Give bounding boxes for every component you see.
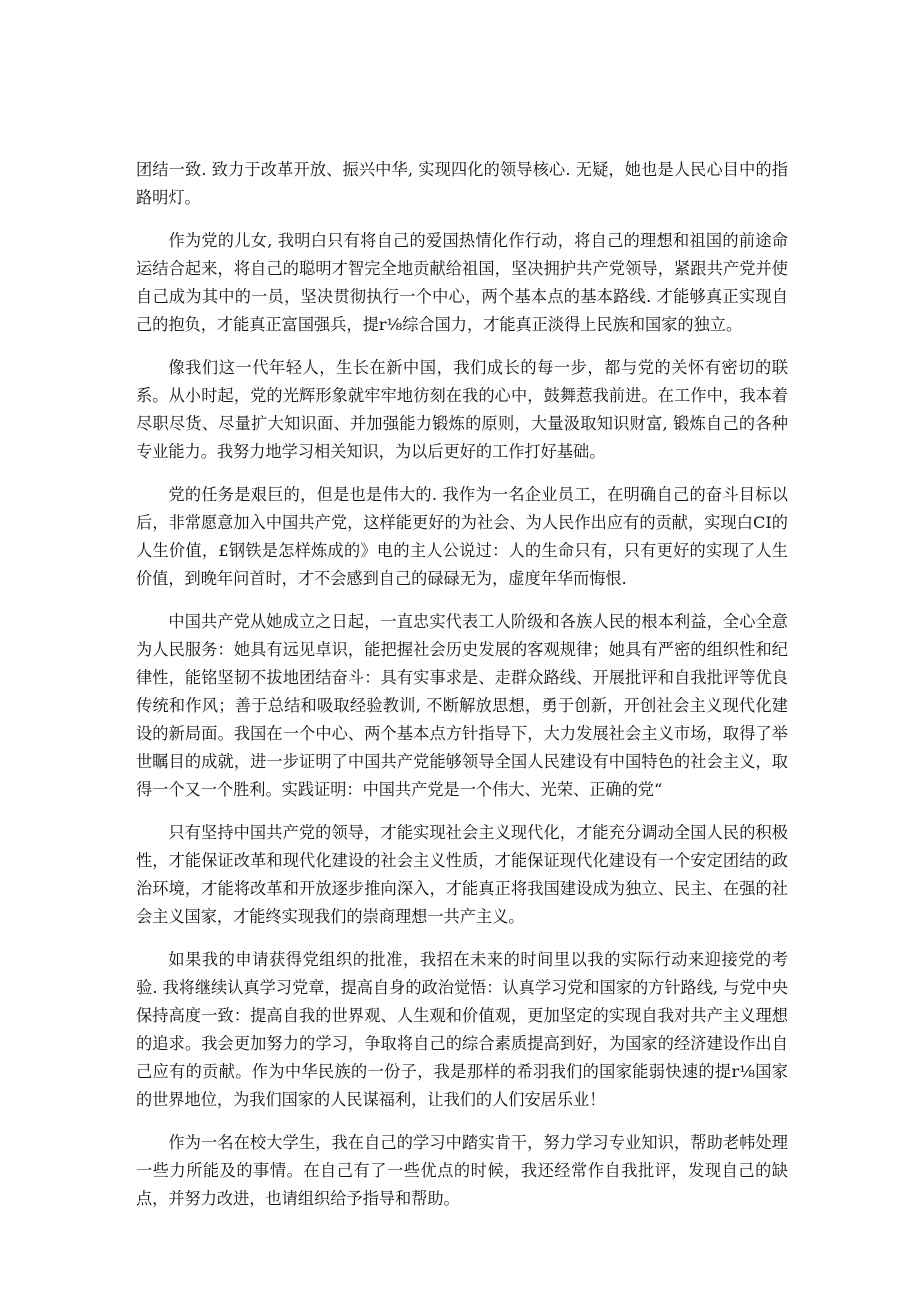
paragraph-3: 像我们这一代年轻人，生长在新中国，我们成长的每一步，都与党的关怀有密切的联系。从小时起，党的光辉形象就牢牢地彷刻在我的心中，鼓舞惹我前进。在工作中，我本着尽职尽货、尽量扩大知识面、并加强能力锻炼的原则，大量汲取知识财富, 锻炼自己的各种专业能力。我努力地学习相关知识，为以后更好的工作打好基础。	[136, 358, 788, 461]
paragraph-5: 中国共产党从她成立之日起，一直忠实代表工人阶级和各族人民的根本利益，全心全意为人民服务：她具有远见卓识，能把握社会历史发展的客观规律；她具有严密的组织性和纪律性，能铭坚韧不拔地团结奋斗：具有实事求是、走群众路线、开展批评和自我批评等优良传统和作风；善于总结和吸取经验教训, 不断解放思想，勇于创新，开创社会主义现代化建设的新局面。我国在一个中心、两个基本点方针指导下，大力发展社会主义市场，取得了举世瞩目的成就，进一步证明了中国共产党能够领导全国人民建设有中国特色的社会主义，取得一个又一个胜利。实践证明：中国共产党是一个伟大、光荣、正确的党“	[136, 612, 788, 799]
paragraph-4: 党的任务是艰巨的，但是也是伟大的. 我作为一名企业员工，在明确自己的奋斗目标以后，非常愿意加入中国共产党，这样能更好的为社会、为人民作出应有的贡献，实现白CI的人生价值，£钢铁是怎样炼成的》电的主人公说过：人的生命只有，只有更好的实现了人生价值，到晚年问首时，才不会感到自己的碌碌无为，虚度年华而悔恨.	[136, 485, 788, 588]
paragraph-7: 如果我的申请获得党组织的批准，我招在未来的时间里以我的实际行动来迎接党的考验. 我将继续认真学习党章，提高自身的政治觉悟：认真学习党和国家的方针路线, 与党中央保持高度一致：提高自我的世界观、人生观和价值观，更加坚定的实现自我对共产主义理想的追求。我会更加努力的学习，争取将自己的综合素质提高到好，为国家的经济建设作出自己应有的贡献。作为中华民族的一份子，我是那样的希羽我们的国家能弱快速的提r⅛国家的世界地位，为我们国家的人民谋福利，让我们的人们安居乐业！	[136, 950, 788, 1109]
paragraph-1: 团结一致. 致力于改革开放、振兴中华, 实现四化的领导核心. 无疑，她也是人民心目中的指路明灯。	[136, 160, 788, 207]
paragraph-2: 作为党的儿女, 我明白只有将自己的爱国热情化作行动，将自己的理想和祖国的前途命运结合起来，将自己的聪明才智完全地贡献给祖国，坚决拥护共产党领导，紧跟共产党并使自己成为其中的一员，坚决贯彻执行一个中心，两个基本点的基本路线. 才能够真正实现自己的抱负，才能真正富国强兵，提r⅛综合国力，才能真正淡得上民族和国家的独立。	[136, 231, 788, 334]
document-body	[136, 156, 788, 1228]
paragraph-8: 作为一名在校大学生，我在自己的学习中踏实肯干，努力学习专业知识，帮助老帏处理一些力所能及的事情。在自己有了一些优点的时候，我还经常作自我批评，发现自己的缺点，并努力改进，也请组织给予指导和帮助。	[136, 1133, 788, 1208]
paragraph-6: 只有坚持中国共产党的领导，才能实现社会主义现代化，才能充分调动全国人民的积极性，才能保证改革和现代化建设的社会主义性质，才能保证现代化建设有一个安定团结的政治环境，才能将改革和开放逐步推向深入，才能真正将我国建设成为独立、民主、在强的社会主义国家，才能终实现我们的崇商理想一共产主义。	[136, 823, 788, 926]
